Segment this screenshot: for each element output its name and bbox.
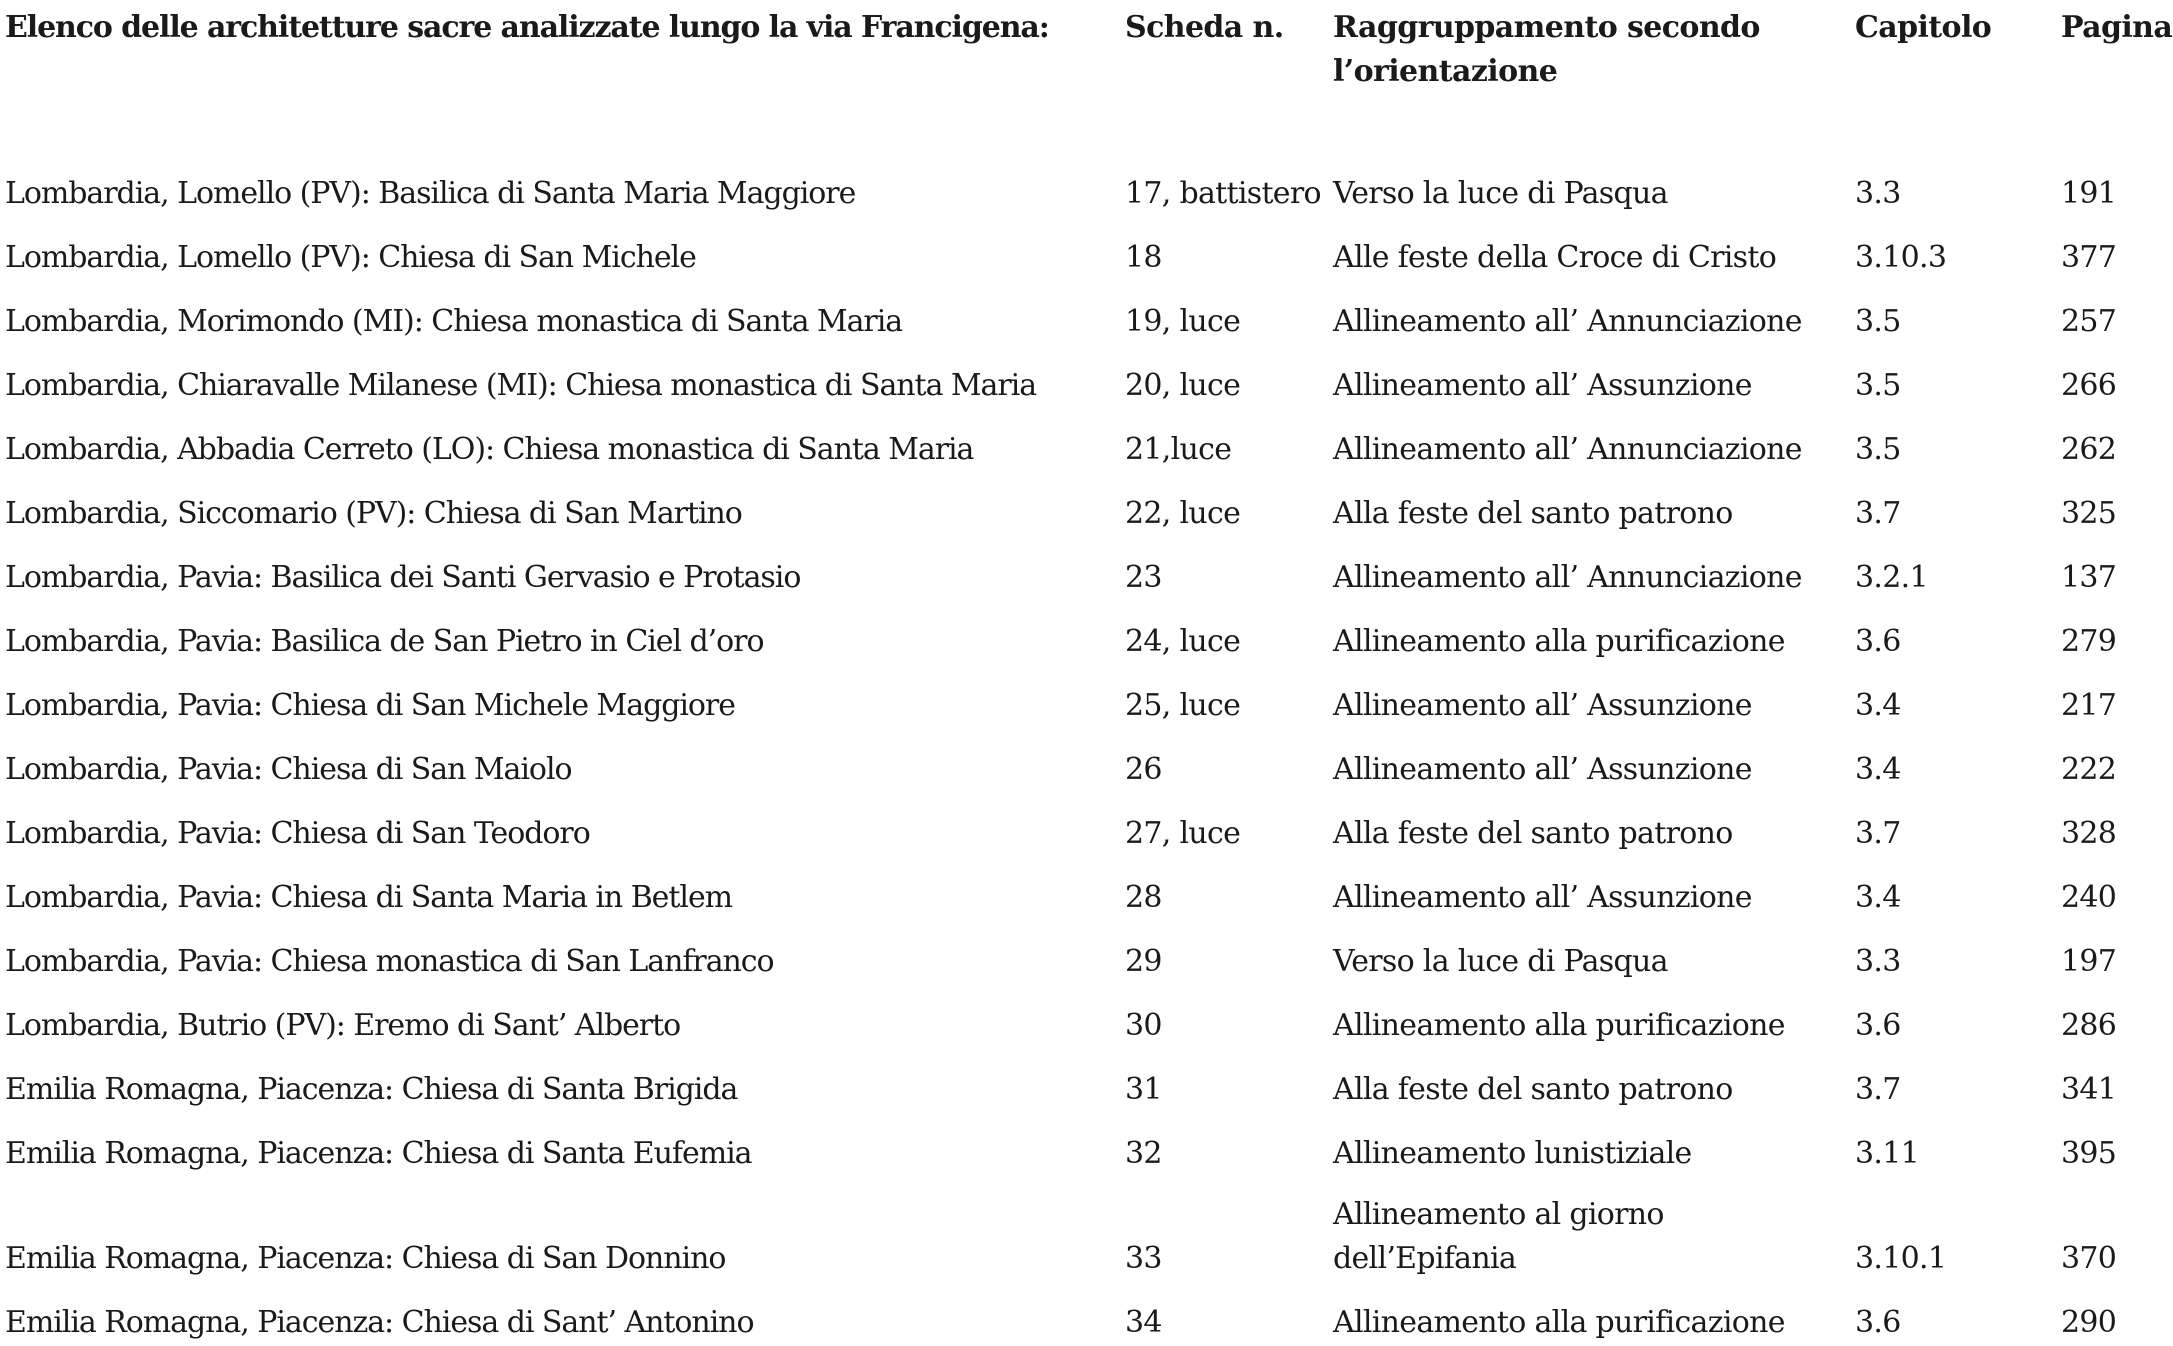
cell-scheda: 26 — [1125, 752, 1162, 787]
cell-page: 262 — [2061, 432, 2117, 467]
table-row — [0, 473, 2173, 537]
cell-scheda: 20, luce — [1125, 368, 1241, 403]
cell-chapter: 3.5 — [1855, 368, 1901, 403]
table-row — [0, 1177, 2173, 1282]
cell-place: Lombardia, Lomello (PV): Basilica di Santa Maria Maggiore — [5, 176, 856, 211]
cell-group: Allineamento alla purificazione — [1333, 1008, 1785, 1043]
cell-page: 328 — [2061, 816, 2117, 851]
cell-chapter: 3.4 — [1855, 688, 1901, 723]
cell-page: 286 — [2061, 1008, 2117, 1043]
header-group: Raggruppamento secondo l’orientazione — [1333, 10, 1760, 89]
cell-chapter: 3.7 — [1855, 496, 1901, 531]
header-row — [0, 0, 2173, 124]
table-row — [0, 1049, 2173, 1113]
cell-chapter: 3.11 — [1855, 1136, 1919, 1171]
cell-group: Allineamento all’ Annunciazione — [1333, 304, 1802, 339]
cell-group: Allineamento all’ Assunzione — [1333, 688, 1752, 723]
cell-group: Allineamento lunistiziale — [1333, 1136, 1692, 1171]
header-scheda: Scheda n. — [1125, 10, 1284, 45]
cell-group: Allineamento alla purificazione — [1333, 1305, 1785, 1340]
cell-scheda: 22, luce — [1125, 496, 1241, 531]
cell-place: Lombardia, Morimondo (MI): Chiesa monastica di Santa Maria — [5, 304, 903, 339]
cell-place: Emilia Romagna, Piacenza: Chiesa di Santa Eufemia — [5, 1136, 752, 1171]
cell-place: Lombardia, Siccomario (PV): Chiesa di San Martino — [5, 496, 742, 531]
table-row — [0, 921, 2173, 985]
cell-place: Lombardia, Pavia: Chiesa di San Maiolo — [5, 752, 572, 787]
cell-place: Lombardia, Pavia: Chiesa di Santa Maria in Betlem — [5, 880, 733, 915]
cell-page: 222 — [2061, 752, 2117, 787]
cell-scheda: 17, battistero — [1125, 176, 1321, 211]
cell-scheda: 32 — [1125, 1136, 1162, 1171]
cell-chapter: 3.4 — [1855, 752, 1901, 787]
table-row — [0, 217, 2173, 281]
table-row — [0, 124, 2173, 217]
table-row — [0, 601, 2173, 665]
cell-scheda: 33 — [1125, 1241, 1162, 1276]
cell-place: Lombardia, Pavia: Basilica dei Santi Gervasio e Protasio — [5, 560, 801, 595]
table-row — [0, 665, 2173, 729]
cell-page: 240 — [2061, 880, 2117, 915]
cell-group: Allineamento alla purificazione — [1333, 624, 1785, 659]
table-body — [0, 124, 2173, 1346]
cell-scheda: 19, luce — [1125, 304, 1241, 339]
cell-group: Allineamento al giorno dell’Epifania — [1333, 1197, 1664, 1276]
cell-chapter: 3.6 — [1855, 1008, 1901, 1043]
cell-group: Alle feste della Croce di Cristo — [1333, 240, 1777, 275]
cell-scheda: 21,luce — [1125, 432, 1232, 467]
cell-page: 266 — [2061, 368, 2117, 403]
cell-group: Alla feste del santo patrono — [1333, 496, 1733, 531]
table-row — [0, 281, 2173, 345]
cell-chapter: 3.3 — [1855, 176, 1901, 211]
cell-scheda: 34 — [1125, 1305, 1162, 1340]
cell-chapter: 3.3 — [1855, 944, 1901, 979]
cell-group: Alla feste del santo patrono — [1333, 816, 1733, 851]
table-row — [0, 1282, 2173, 1346]
cell-group: Allineamento all’ Assunzione — [1333, 752, 1752, 787]
table-header — [0, 0, 2173, 124]
cell-chapter: 3.7 — [1855, 816, 1901, 851]
cell-chapter: 3.6 — [1855, 624, 1901, 659]
cell-scheda: 23 — [1125, 560, 1162, 595]
cell-chapter: 3.7 — [1855, 1072, 1901, 1107]
table-row — [0, 409, 2173, 473]
cell-scheda: 30 — [1125, 1008, 1162, 1043]
cell-page: 395 — [2061, 1136, 2117, 1171]
cell-group: Alla feste del santo patrono — [1333, 1072, 1733, 1107]
header-page: Pagina — [2061, 10, 2173, 45]
cell-place: Lombardia, Chiaravalle Milanese (MI): Chiesa monastica di Santa Maria — [5, 368, 1037, 403]
cell-place: Lombardia, Lomello (PV): Chiesa di San Michele — [5, 240, 696, 275]
cell-group: Verso la luce di Pasqua — [1333, 944, 1668, 979]
table-row — [0, 537, 2173, 601]
table-row — [0, 345, 2173, 409]
table-row — [0, 857, 2173, 921]
table-row — [0, 985, 2173, 1049]
cell-page: 197 — [2061, 944, 2117, 979]
cell-page: 257 — [2061, 304, 2117, 339]
cell-page: 370 — [2061, 1241, 2117, 1276]
cell-scheda: 28 — [1125, 880, 1162, 915]
cell-chapter: 3.5 — [1855, 304, 1901, 339]
cell-page: 217 — [2061, 688, 2117, 723]
header-place: Elenco delle architetture sacre analizzate lungo la via Francigena: — [5, 10, 1049, 45]
cell-scheda: 25, luce — [1125, 688, 1241, 723]
cell-scheda: 31 — [1125, 1072, 1162, 1107]
cell-scheda: 29 — [1125, 944, 1162, 979]
cell-page: 325 — [2061, 496, 2117, 531]
cell-group: Allineamento all’ Assunzione — [1333, 368, 1752, 403]
cell-group: Allineamento all’ Annunciazione — [1333, 560, 1802, 595]
cell-page: 279 — [2061, 624, 2117, 659]
cell-place: Lombardia, Pavia: Chiesa monastica di San Lanfranco — [5, 944, 774, 979]
cell-place: Emilia Romagna, Piacenza: Chiesa di San Donnino — [5, 1241, 726, 1276]
table-row — [0, 793, 2173, 857]
cell-chapter: 3.6 — [1855, 1305, 1901, 1340]
table-row — [0, 1113, 2173, 1177]
cell-page: 341 — [2061, 1072, 2117, 1107]
cell-page: 137 — [2061, 560, 2117, 595]
cell-page: 290 — [2061, 1305, 2117, 1340]
cell-page: 377 — [2061, 240, 2117, 275]
cell-scheda: 27, luce — [1125, 816, 1241, 851]
cell-place: Lombardia, Pavia: Basilica de San Pietro in Ciel d’oro — [5, 624, 764, 659]
cell-place: Emilia Romagna, Piacenza: Chiesa di Santa Brigida — [5, 1072, 738, 1107]
cell-page: 191 — [2061, 176, 2117, 211]
cell-group: Verso la luce di Pasqua — [1333, 176, 1668, 211]
cell-chapter: 3.10.3 — [1855, 240, 1947, 275]
cell-scheda: 18 — [1125, 240, 1162, 275]
cell-place: Lombardia, Pavia: Chiesa di San Teodoro — [5, 816, 590, 851]
cell-scheda: 24, luce — [1125, 624, 1241, 659]
cell-chapter: 3.2.1 — [1855, 560, 1928, 595]
cell-group: Allineamento all’ Assunzione — [1333, 880, 1752, 915]
header-chapter: Capitolo — [1855, 10, 1992, 45]
cell-chapter: 3.4 — [1855, 880, 1901, 915]
cell-place: Lombardia, Abbadia Cerreto (LO): Chiesa monastica di Santa Maria — [5, 432, 974, 467]
cell-place: Lombardia, Pavia: Chiesa di San Michele Maggiore — [5, 688, 735, 723]
table-row — [0, 729, 2173, 793]
cell-chapter: 3.5 — [1855, 432, 1901, 467]
cell-place: Emilia Romagna, Piacenza: Chiesa di Sant’ Antonino — [5, 1305, 754, 1340]
cell-chapter: 3.10.1 — [1855, 1241, 1947, 1276]
cell-group: Allineamento all’ Annunciazione — [1333, 432, 1802, 467]
cell-place: Lombardia, Butrio (PV): Eremo di Sant’ Alberto — [5, 1008, 681, 1043]
